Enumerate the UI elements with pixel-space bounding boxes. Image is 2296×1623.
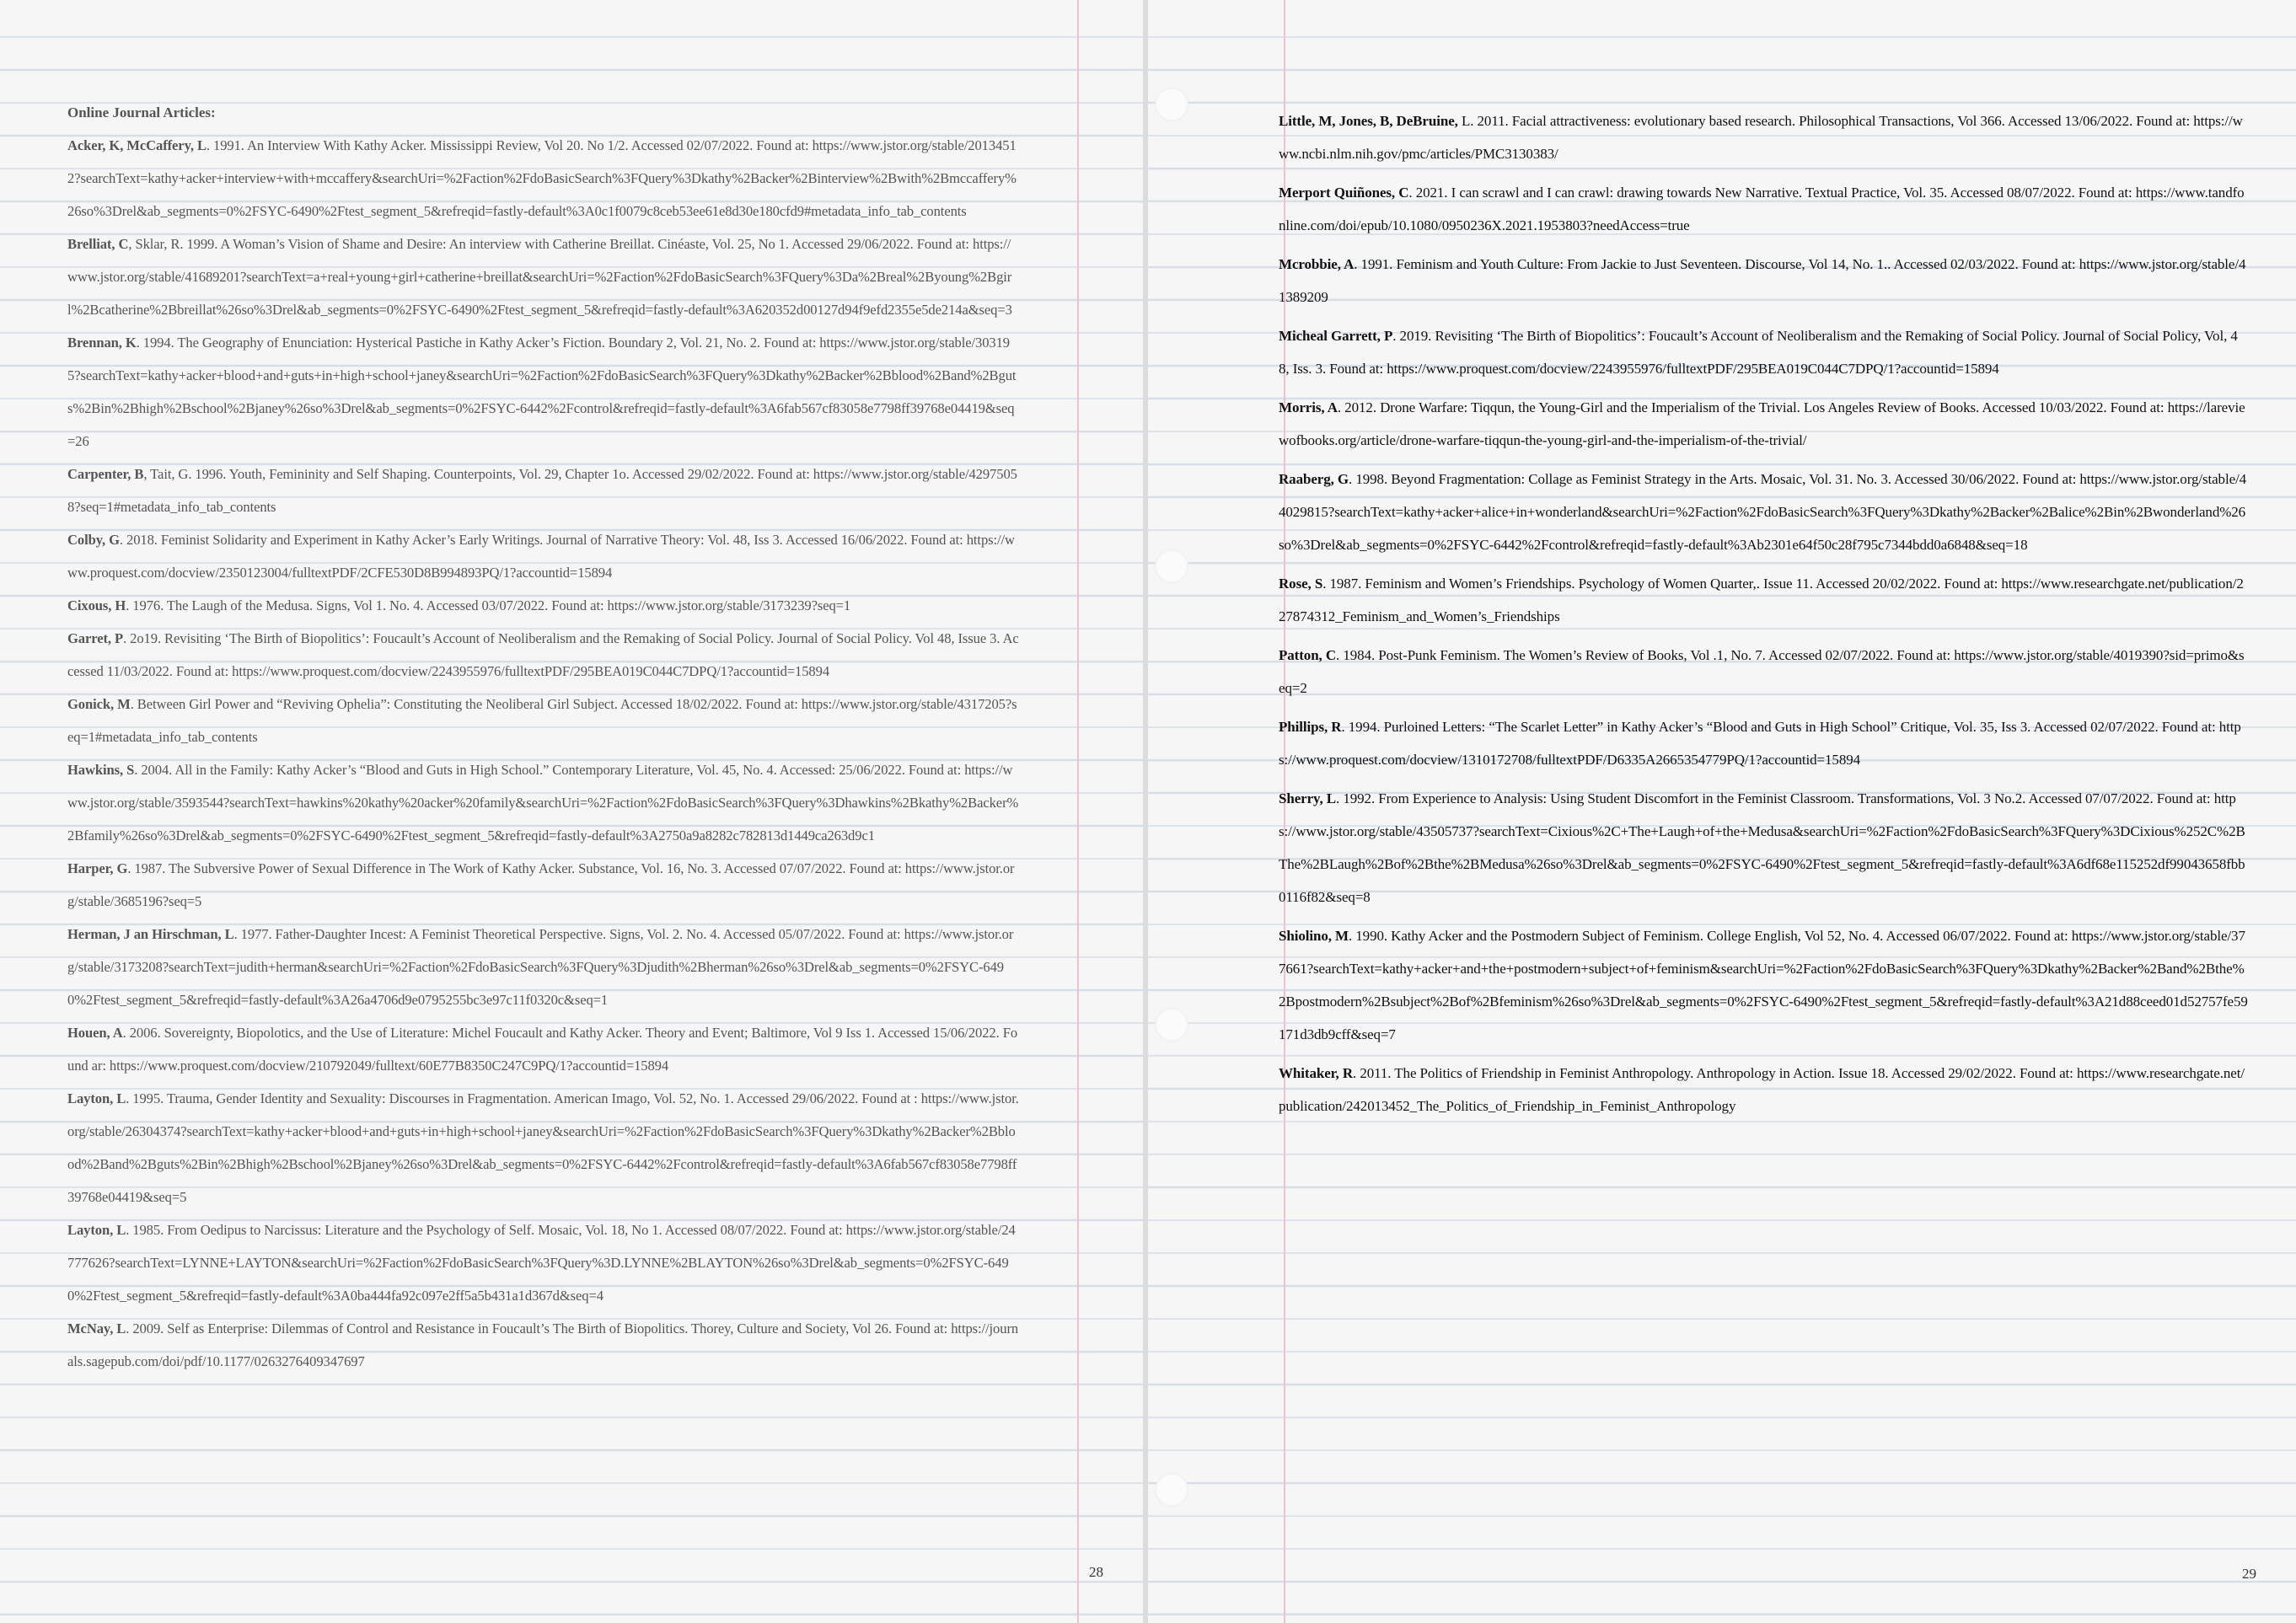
page-number-right: 29 [2242,1566,2256,1582]
reference-author: Hawkins, S [67,762,135,778]
page-number-left: 28 [1089,1564,1103,1580]
reference-text: . 2o19. Revisiting ‘The Birth of Biopolitics’: Foucault’s Account of Neoliberalism and the Remaking of Social Policy. Journal of Social Policy. Vol 48, Issue 3. Accessed 11/03/2022. Found at: https://www.proquest.com/docview/2243955976/fulltextPDF/295BEA019C044C7DPQ/1?accountid=15894 [67,630,1019,679]
reference-author: Cixous, H [67,597,126,613]
reference-author: Colby, G [67,532,120,548]
reference-text: . 1987. The Subversive Power of Sexual Difference in The Work of Kathy Acker. Substance, Vol. 16, No. 3. Accessed 07/07/2022. Found at: https://www.jstor.org/stable/3685196?seq=5 [67,860,1015,909]
reference-author: Morris, A [1279,399,1338,415]
reference-text: . 1991. An Interview With Kathy Acker. Mississippi Review, Vol 20. No 1/2. Accessed 02/07/2022. Found at: https://www.jstor.org/stable/20134512?searchText=kathy+acker+interview+with+mccaffery&searchUri=%2Faction%2FdoBasicSearch%3FQuery%3Dkathy%2Backer%2Binterview%2Bwith%2Bmccaffery%26so%3Drel&ab_segments=0%2FSYC-6490%2Ftest_segment_5&refreqid=fastly-default%3A0c1f0079c8ceb53ee61e8d30e180cfd9#metadata_info_tab_contents [67,137,1017,219]
reference-text: . 1990. Kathy Acker and the Postmodern Subject of Feminism. College English, Vol 52, No. 4. Accessed 06/07/2022. Found at: https://www.jstor.org/stable/377661?searchText=kathy+acker+and+the+postmodern+subject+of+feminism&searchUri=%2Faction%2FdoBasicSearch%3FQuery%3Dkathy%2Backer%2Band%2Bthe%2Bpostmodern%2Bsubject%2Bof%2Bfeminism%26so%3Drel&ab_segments=0%2FSYC-6490%2Ftest_segment_5&refreqid=fastly-default%3A21d88ceed01d52757fe59171d3db9cff&seq=7 [1279,928,2248,1042]
left-page [0,0,1143,1623]
reference-entry [67,326,1020,458]
reference-entry [1279,919,2248,1051]
reference-author: Brennan, K [67,335,137,351]
reference-text: . 1991. Feminism and Youth Culture: From Jackie to Just Seventeen. Discourse, Vol 14, No. 1.. Accessed 02/03/2022. Found at: https://www.jstor.org/stable/41389209 [1279,256,2246,305]
reference-author: Carpenter, B [67,466,144,482]
reference-text: . 2019. Revisiting ‘The Birth of Biopolitics’: Foucault’s Account of Neoliberalism and the Remaking of Social Policy. Journal of Social Policy, Vol, 48, Iss. 3. Found at: https://www.proquest.com/docview/2243955976/fulltextPDF/295BEA019C044C7DPQ/1?accountid=15894 [1279,328,2238,377]
left-reference-list [67,96,1020,1378]
reference-author: Harper, G [67,860,128,876]
reference-entry [1279,463,2248,561]
reference-entry [1279,567,2248,633]
reference-entry [67,523,1020,589]
reference-text: . 1976. The Laugh of the Medusa. Signs, Vol 1. No. 4. Accessed 03/07/2022. Found at: https://www.jstor.org/stable/3173239?seq=1 [126,597,851,613]
reference-text: . 1984. Post-Punk Feminism. The Women’s Review of Books, Vol .1, No. 7. Accessed 02/07/2022. Found at: https://www.jstor.org/stable/4019390?sid=primo&seq=2 [1279,647,2245,696]
reference-entry [67,1213,1020,1312]
reference-text: . 1977. Father-Daughter Incest: A Feminist Theoretical Perspective. Signs, Vol. 2. No. 4. Accessed 05/07/2022. Found at: https://www.jstor.org/stable/3173208?searchText=judith+herman&searchUri=%2Faction%2FdoBasicSearch%3FQuery%3Djudith%2Bherman%26so%3Drel&ab_segments=0%2FSYC-6490%2Ftest_segment_5&refreqid=fastly-default%3A26a4706d9e0795255bc3e97c11f0320c&seq=1 [67,926,1014,1008]
reference-text: . 2012. Drone Warfare: Tiqqun, the Young-Girl and the Imperialism of the Trivial. Los Angeles Review of Books. Accessed 10/03/2022. Found at: https://lareviewofbooks.org/article/drone-warfare-tiqqun-the-young-girl-and-the-imperialism-of-the-trivial/ [1279,399,2245,448]
reference-entry [67,852,1020,918]
section-heading: Online Journal Articles: [67,104,216,121]
reference-entry [67,753,1020,852]
reference-entry [1279,639,2248,704]
reference-text: . 2009. Self as Enterprise: Dilemmas of Control and Resistance in Foucault’s The Birth of Biopolitics. Thorey, Culture and Society, Vol 26. Found at: https://journals.sagepub.com/doi/pdf/10.1177/0263276409347697 [67,1320,1019,1369]
right-reference-list [1279,104,2248,1128]
reference-entry [1279,248,2248,313]
reference-entry [1279,782,2248,913]
reference-author: Rose, S [1279,576,1323,592]
reference-author: Sherry, L [1279,790,1337,806]
reference-author: Herman, J an Hirschman, L [67,926,234,942]
reference-entry [67,918,1020,1016]
reference-text: , Sklar, R. 1999. A Woman’s Vision of Shame and Desire: An interview with Catherine Breillat. Cinéaste, Vol. 25, No 1. Accessed 29/06/2022. Found at: https://www.jstor.org/stable/41689201?searchText=a+real+young+girl+catherine+breillat&searchUri=%2Faction%2FdoBasicSearch%3FQuery%3Da%2Breal%2Byoung%2Bgirl%2Bcatherine%2Bbreillat%26so%3Drel&ab_segments=0%2FSYC-6490%2Ftest_segment_5&refreqid=fastly-default%3A620352d00127d94f9efd2355e5de214a&seq=3 [67,236,1012,318]
reference-entry [1279,176,2248,242]
punch-hole [1155,1008,1188,1042]
reference-entry [1279,710,2248,776]
reference-author: Little, M, Jones, B, DeBruine, [1279,113,1458,129]
reference-text: . 1992. From Experience to Analysis: Using Student Discomfort in the Feminist Classroom. Transformations, Vol. 3 No.2. Accessed 07/07/2022. Found at: https://www.jstor.org/stable/43505737?searchText=Cixious%2C+The+Laugh+of+the+Medusa&searchUri=%2Faction%2FdoBasicSearch%3FQuery%3DCixious%252C%2BThe%2BLaugh%2Bof%2Bthe%2BMedusa%26so%3Drel&ab_segments=0%2FSYC-6490%2Ftest_segment_5&refreqid=fastly-default%3A6df68e115252df99043658fbb0116f82&seq=8 [1279,790,2245,905]
reference-entry [67,1312,1020,1378]
reference-author: Acker, K, McCaffery, L [67,137,207,153]
reference-text: . 2011. The Politics of Friendship in Feminist Anthropology. Anthropology in Action. Issue 18. Accessed 29/02/2022. Found at: https://www.researchgate.net/publication/242013452_The_Politics_of_Friendship_in_Feminist_Anthropology [1279,1065,2245,1114]
reference-author: Whitaker, R [1279,1065,1354,1081]
reference-text: . 1994. The Geography of Enunciation: Hysterical Pastiche in Kathy Acker’s Fiction. Boundary 2, Vol. 21, No. 2. Found at: https://www.jstor.org/stable/303195?searchText=kathy+acker+blood+and+guts+in+high+school+janey&searchUri=%2Faction%2FdoBasicSearch%3FQuery%3Dkathy%2Backer%2Bblood%2Band%2Bguts%2Bin%2Bhigh%2Bschool%2Bjaney%26so%3Drel&ab_segments=0%2FSYC-6442%2Fcontrol&refreqid=fastly-default%3A6fab567cf83058e7798ff39768e04419&seq=26 [67,335,1017,449]
reference-text: , Tait, G. 1996. Youth, Femininity and Self Shaping. Counterpoints, Vol. 29, Chapter 1o. Accessed 29/02/2022. Found at: https://www.jstor.org/stable/42975058?seq=1#metadata_info_tab_contents [67,466,1017,515]
reference-author: Brelliat, C [67,236,129,252]
reference-author: Phillips, R [1279,719,1342,735]
reference-entry [67,688,1020,753]
reference-author: Houen, A [67,1025,123,1041]
punch-hole [1155,88,1188,121]
reference-entry [67,622,1020,688]
reference-text: . 1995. Trauma, Gender Identity and Sexuality: Discourses in Fragmentation. American Imago, Vol. 52, No. 1. Accessed 29/06/2022. Found at : https://www.jstor.org/stable/26304374?searchText=kathy+acker+blood+and+guts+in+high+school+janey&searchUri=%2Faction%2FdoBasicSearch%3FQuery%3Dkathy%2Backer%2Bblood%2Band%2Bguts%2Bin%2Bhigh%2Bschool%2Bjaney%26so%3Drel&ab_segments=0%2FSYC-6442%2Fcontrol&refreqid=fastly-default%3A6fab567cf83058e7798ff39768e04419&seq=5 [67,1090,1019,1205]
reference-text: . 1985. From Oedipus to Narcissus: Literature and the Psychology of Self. Mosaic, Vol. 18, No 1. Accessed 08/07/2022. Found at: https://www.jstor.org/stable/24777626?searchText=LYNNE+LAYTON&searchUri=%2Faction%2FdoBasicSearch%3FQuery%3D.LYNNE%2BLAYTON%26so%3Drel&ab_segments=0%2FSYC-6490%2Ftest_segment_5&refreqid=fastly-default%3A0ba444fa92c097e2ff5a5b431a1d367d&seq=4 [67,1222,1016,1304]
reference-text: . 2021. I can scrawl and I can crawl: drawing towards New Narrative. Textual Practice, Vol. 35. Accessed 08/07/2022. Found at: https://www.tandfonline.com/doi/epub/10.1080/0950236X.2021.1953803?needAccess=true [1279,185,2245,233]
reference-author: Patton, C [1279,647,1337,663]
reference-author: Layton, L [67,1090,126,1106]
punch-hole [1155,549,1188,583]
reference-author: Merport Quiñones, C [1279,185,1409,201]
reference-author: Raaberg, G [1279,471,1349,487]
reference-entry [1279,391,2248,457]
reference-entry [67,228,1020,326]
right-page [1148,0,2296,1623]
reference-entry [1279,104,2248,170]
reference-text: . 1987. Feminism and Women’s Friendships. Psychology of Women Quarter,. Issue 11. Accessed 20/02/2022. Found at: https://www.researchgate.net/publication/227874312_Feminism_and_Women’s_Friendships [1279,576,2244,624]
reference-entry [67,129,1020,228]
reference-author: Garret, P [67,630,124,646]
reference-entry [67,458,1020,523]
reference-entry [1279,1057,2248,1122]
reference-text: . 2004. All in the Family: Kathy Acker’s “Blood and Guts in High School.” Contemporary Literature, Vol. 45, No. 4. Accessed: 25/06/2022. Found at: https://www.jstor.org/stable/3593544?searchText=hawkins%20kathy%20acker%20family&searchUri=%2Faction%2FdoBasicSearch%3FQuery%3Dhawkins%2Bkathy%2Backer%2Bfamily%26so%3Drel&ab_segments=0%2FSYC-6490%2Ftest_segment_5&refreqid=fastly-default%3A2750a9a8282c782813d1449ca263d9c1 [67,762,1019,844]
punch-hole [1155,1473,1188,1507]
reference-entry [67,1082,1020,1213]
reference-author: Shiolino, M [1279,928,1349,944]
reference-author: Mcrobbie, A [1279,256,1355,272]
reference-text: . 1998. Beyond Fragmentation: Collage as Feminist Strategy in the Arts. Mosaic, Vol. 31. No. 3. Accessed 30/06/2022. Found at: https://www.jstor.org/stable/44029815?searchText=kathy+acker+alice+in+wonderland&searchUri=%2Faction%2FdoBasicSearch%3FQuery%3Dkathy%2Backer%2Balice%2Bin%2Bwonderland%26so%3Drel&ab_segments=0%2FSYC-6442%2Fcontrol&refreqid=fastly-default%3Ab2301e64f50c28f795c7344bdd0a6848&seq=18 [1279,471,2247,553]
left-margin-line [1077,0,1079,1623]
reference-author: Layton, L [67,1222,126,1238]
reference-text: . Between Girl Power and “Reviving Ophelia”: Constituting the Neoliberal Girl Subject. Accessed 18/02/2022. Found at: https://www.jstor.org/stable/4317205?seq=1#metadata_info_tab_contents [67,696,1017,745]
reference-author: Gonick, M [67,696,131,712]
reference-text: . 2006. Sovereignty, Biopolotics, and the Use of Literature: Michel Foucault and Kathy Acker. Theory and Event; Baltimore, Vol 9 Iss 1. Accessed 15/06/2022. Found ar: https://www.proquest.com/docview/210792049/fulltext/60E77B8350C247C9PQ/1?accountid=15894 [67,1025,1018,1074]
reference-entry [67,1016,1020,1082]
reference-text: L. 2011. Facial attractiveness: evolutionary based research. Philosophical Transactions, Vol 366. Accessed 13/06/2022. Found at: https://www.ncbi.nlm.nih.gov/pmc/articles/PMC3130383/ [1279,113,2243,162]
reference-author: Micheal Garrett, P [1279,328,1393,344]
reference-author: McNay, L [67,1320,126,1336]
reference-entry [67,589,1020,622]
reference-text: . 2018. Feminist Solidarity and Experiment in Kathy Acker’s Early Writings. Journal of Narrative Theory: Vol. 48, Iss 3. Accessed 16/06/2022. Found at: https://www.proquest.com/docview/2350123004/fulltextPDF/2CFE530D8B994893PQ/1?accountid=15894 [67,532,1015,581]
reference-text: . 1994. Purloined Letters: “The Scarlet Letter” in Kathy Acker’s “Blood and Guts in High School” Critique, Vol. 35, Iss 3. Accessed 02/07/2022. Found at: https://www.proquest.com/docview/1310172708/fulltextPDF/D6335A2665354779PQ/1?accountid=15894 [1279,719,2241,768]
reference-entry [1279,319,2248,385]
